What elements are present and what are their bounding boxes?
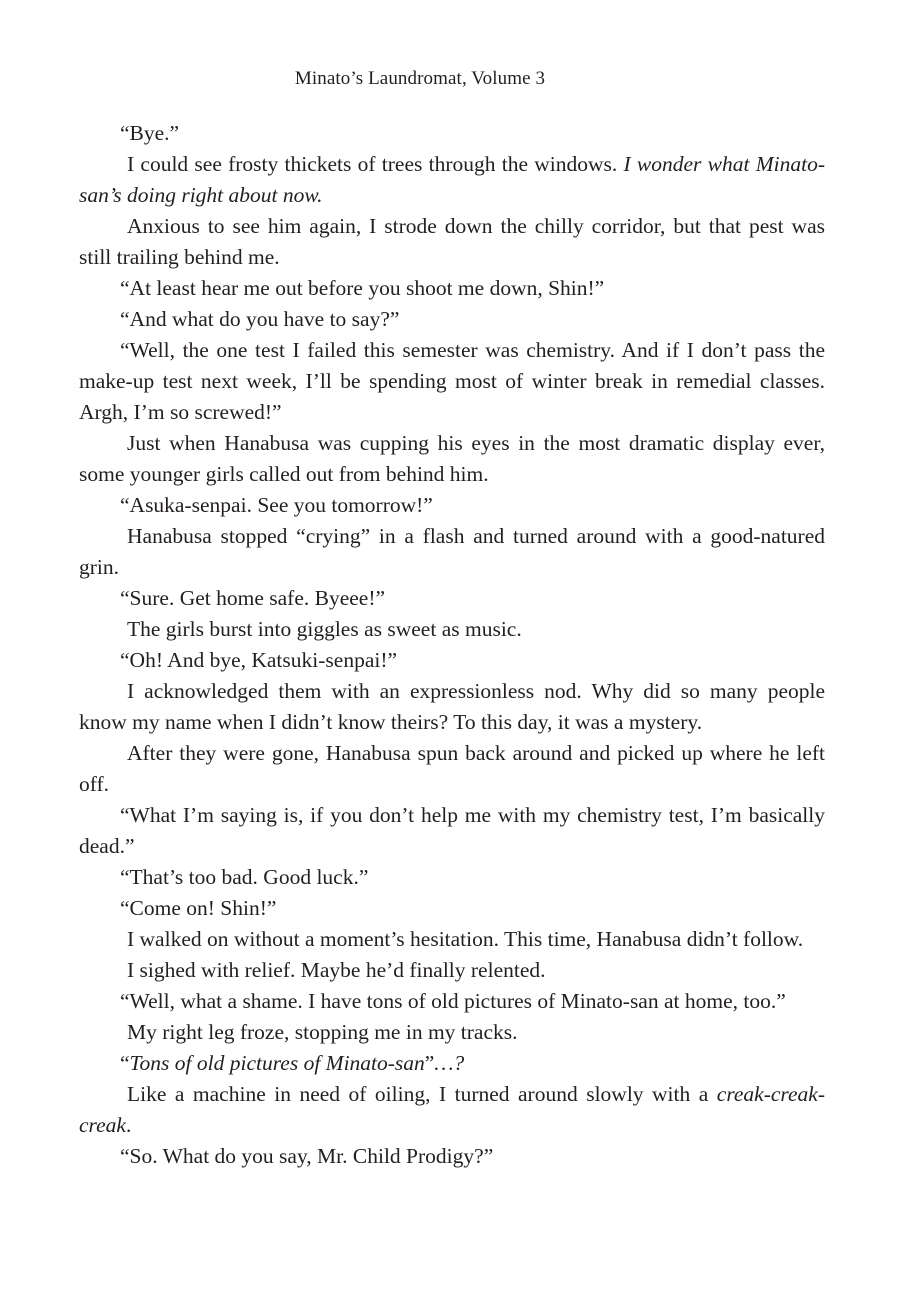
paragraph: “And what do you have to say?” (120, 307, 400, 331)
paragraph: I acknowledged them with an expressionless nod. Why did so many people know my name when I didn’t know theirs? To this day, it was a mystery. (79, 679, 825, 734)
paragraph: “Bye.” (120, 121, 180, 145)
italic-thought: I wonder what Minato-san’s doing right about now. (79, 152, 825, 207)
paragraph: “What I’m saying is, if you don’t help me with my chemistry test, I’m basically dead.” (79, 803, 825, 858)
paragraph: My right leg froze, stopping me in my tracks. (127, 1020, 518, 1044)
paragraph: Anxious to see him again, I strode down the chilly corridor, but that pest was still trailing behind me. (79, 214, 825, 269)
paragraph: Hanabusa stopped “crying” in a flash and turned around with a good-natured grin. (79, 524, 825, 579)
paragraph: “So. What do you say, Mr. Child Prodigy?” (120, 1144, 494, 1168)
paragraph: “Sure. Get home safe. Byeee!” (120, 586, 386, 610)
paragraph: “Oh! And bye, Katsuki-senpai!” (120, 648, 398, 672)
paragraph: “Asuka-senpai. See you tomorrow!” (120, 493, 433, 517)
paragraph: Like a machine in need of oiling, I turned around slowly with a creak-creak-creak. (79, 1082, 825, 1137)
paragraph: “That’s too bad. Good luck.” (120, 865, 369, 889)
paragraph: “Tons of old pictures of Minato-san”…? (120, 1051, 465, 1075)
paragraph: “Well, what a shame. I have tons of old pictures of Minato-san at home, too.” (120, 989, 786, 1013)
paragraph: “Well, the one test I failed this semester was chemistry. And if I don’t pass the make-up test next week, I’ll be spending most of winter break in remedial classes. Argh, I’m so screwed!” (79, 338, 825, 424)
body-text (79, 118, 825, 1172)
paragraph: I walked on without a moment’s hesitation. This time, Hanabusa didn’t follow. (127, 927, 804, 951)
paragraph: I could see frosty thickets of trees through the windows. I wonder what Minato-san’s doing right about now. (79, 152, 825, 207)
paragraph: I sighed with relief. Maybe he’d finally relented. (127, 958, 546, 982)
paragraph: After they were gone, Hanabusa spun back around and picked up where he left off. (79, 741, 825, 796)
paragraph: “At least hear me out before you shoot me down, Shin!” (120, 276, 605, 300)
italic-sound-effect: creak-creak-creak (79, 1082, 825, 1137)
italic-quote: Tons of old pictures of Minato-san (129, 1051, 425, 1075)
running-header: Minato’s Laundromat, Volume 3 (294, 68, 546, 89)
paragraph: “Come on! Shin!” (120, 896, 277, 920)
paragraph: The girls burst into giggles as sweet as music. (127, 617, 522, 641)
italic-ellipsis: …? (434, 1051, 465, 1075)
paragraph: Just when Hanabusa was cupping his eyes in the most dramatic display ever, some younger girls called out from behind him. (79, 431, 825, 486)
